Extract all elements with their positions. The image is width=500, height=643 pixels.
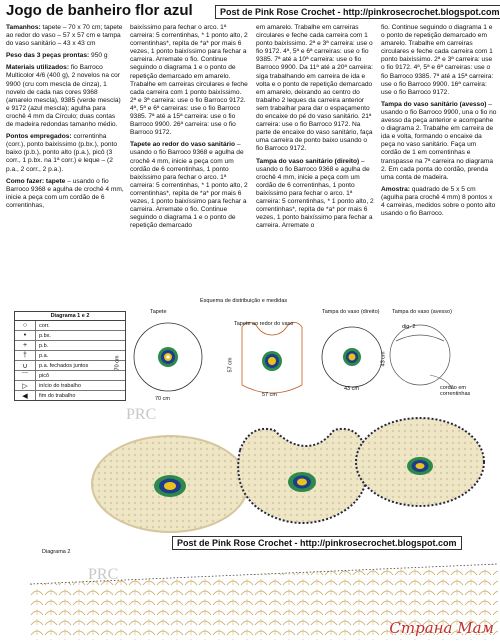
blog-banner-top: Post de Pink Rose Crochet - http://pinkrosecrochet.blogspot.com [215, 5, 500, 19]
prc-mark-top: PRC [126, 406, 157, 423]
tapete-vaso-heading: Tapete ao redor do vaso sanitário [130, 141, 236, 149]
tapete-vaso-center-yellow [268, 357, 276, 365]
schema-title: Esquema de distribuição e medidas [200, 298, 288, 304]
legend-row [15, 351, 125, 361]
rug-motif-yellow [164, 482, 176, 490]
text-column-4 [381, 24, 497, 222]
legend-row [15, 381, 125, 391]
text-column-1 [6, 24, 124, 214]
amostra-text: quadrado de 5 x 5 cm (agulha para crochê 4 mm) 8 pontos x 4 carreiras, medidos sobre o ponto alto usando o fio Barroco. [381, 185, 496, 218]
legend-label: p.b. [39, 342, 49, 349]
label-cordao: cordão em correntinhas [440, 385, 471, 397]
avesso-arc [396, 335, 444, 341]
legend-symbol: ⌒ [15, 371, 36, 380]
legend-row [15, 361, 125, 371]
stitch-legend [14, 311, 126, 401]
legend-symbol: ∪ [15, 361, 36, 370]
label-tampa-avesso: Tampa do vaso (avesso) [392, 309, 452, 315]
tapete-center-core [166, 355, 170, 359]
col3-paragraph: em amarelo. Trabalhe em carreiras circulares e feche cada carreira com 1 ponto baixíssimo. 2ª e 3ª carreira: use o fio 9172. 4ª, 5ª e 6ª carreiras: use o fio 9385. 7ª até a 10ª carreira: use o fio Barroco 9900. Da 11ª até a 20ª carreira: siga trabalhando em carreira de ida e volta e o ponto de repetição demarcado em amarelo, deixando ao centro do trabalho 2 leques da carreira anterior sem trabalhar para dar o espaçamento do encaixe do pé do vaso sanitário. 21ª carreira: use o fio Barroco 9172. Na parte de encaixe do vaso sanitário, faça uma carreira de ponto baixo usando o fio Barroco 9172. [256, 24, 373, 153]
pontos-text: correntinha (corr.), ponto baixíssimo (p.bx.), ponto baixo (p.b.), ponto alto (p.a.), picô (3 corr., 1 p.bx. na 1ª corr.) e leque – (2 p.a., 2 corr., 2 p.a.). [6, 133, 118, 173]
text-column-2 [130, 24, 248, 234]
page-title: Jogo de banheiro flor azul [6, 2, 193, 19]
pontos-heading: Pontos empregados: [6, 133, 72, 141]
tampa-center-yellow [349, 354, 356, 361]
tampa-avesso-heading: Tampa do vaso sanitário (avesso) [381, 100, 487, 108]
como-fazer-text: – usando o fio Barroco 9368 e agulha de crochê 4 mm, inicie a peça com um cordão de 6 correntinhas, [6, 177, 124, 209]
legend-label: início do trabalho [39, 382, 81, 389]
legend-row [15, 331, 125, 341]
dim-57-side: 57 cm [227, 357, 234, 373]
label-tapete-vaso: Tapete ao redor do vaso [234, 321, 294, 327]
tampa-direito-text: – usando o fio Barroco 9368 e agulha de crochê 4 mm, inicie a peça com um cordão de 6 correntinhas, 1 ponto baixíssimo para fechar o arco. 1ª carreira: 5 correntinhas, * 1 ponto alto, 2 correntinhas*, repita de *a* por mais 6 vezes, 1 ponto baixíssimo para fechar a carreira. Arremate o [256, 157, 374, 230]
peso-heading: Peso das 3 peças prontas: [6, 52, 90, 60]
label-dig2: dig. 2 [402, 324, 416, 330]
como-fazer-heading: Como fazer: tapete [6, 177, 66, 185]
dim-43-bottom: 43 cm [344, 386, 359, 392]
legend-label: corr. [39, 322, 50, 329]
tampa-avesso-text: – usando o fio Barroco 9900, una o fio no avesso da peça anterior e acompanhe o diagrama 2. Trabalhe em carreira de ida e volta, formando o encaixe da peça no vaso sanitário. Faça um cordão de 1 em correntinhas e transpasse na 7ª carreira no diagrama 2. Em cada ponta do cordão, prenda uma conta de madeira. [381, 100, 497, 181]
legend-label: p.bx. [39, 332, 51, 339]
tapete-vaso-text: – usando o fio Barroco 9368 e agulha de crochê 4 mm, inicie a peça com um cordão de 6 correntinhas, 1 ponto baixíssimo para fechar o arco. 1ª carreira: 5 correntinhas, * 1 ponto alto, 2 correntinhas*, repita de *a* por mais 6 vezes, 1 ponto baixíssimo para fechar a carreira. Arremate o fio. Continue seguindo o diagrama 1 e o ponto de repetição demarcado [130, 141, 248, 230]
col4-paragraph: fio. Continue seguindo o diagrama 1 e o ponto de repetição demarcado em amarelo. Trabalhe em carreiras circulares e feche cada carreira com 1 ponto baixíssimo. 2ª e 3ª carreira: use o fio 9172. 4ª, 5ª e 6ª carreiras: use o fio Barroco 9385. 7ª até a 15ª carreira: use o fio Barroco 9900. 16ª carreira: use o fio Barroco 9172. [381, 24, 494, 96]
label-tampa-direito: Tampa do vaso (direito) [322, 309, 380, 315]
legend-symbol: ▷ [15, 381, 36, 390]
tampa-direito-heading: Tampa do vaso sanitário (direito) [256, 157, 360, 165]
legend-symbol: ○ [15, 321, 36, 330]
legend-label: p.a. [39, 352, 49, 359]
dim-70-bottom: 70 cm [155, 396, 170, 402]
legend-row [15, 371, 125, 381]
legend-row [15, 391, 125, 400]
dim-70-side: 70 cm [114, 355, 121, 371]
materiais-heading: Materiais utilizados: [6, 64, 70, 72]
tampa-avesso-outline [390, 325, 450, 385]
legend-label: picô [39, 372, 50, 379]
legend-title: Diagrama 1 e 2 [15, 312, 125, 321]
label-tapete: Tapete [150, 309, 167, 315]
legend-symbol: † [15, 351, 36, 360]
diagram2-label: Diagrama 2 [42, 549, 71, 555]
materiais-text: fio Barroco Multicolor 4/6 (400 g), 2 novelos na cor 9900 (cru com mescla de cinza), 1 novelo de cada nas cores 9368 (amarelo mescla), 9385 (verde mescla) e 9172 (azul mescla); agulha para crochê 4 mm da Círculo; duas contas de madeira redondas tamanho médio. [6, 64, 121, 129]
legend-label: p.a. fechados juntos [39, 362, 89, 369]
col2-paragraph: baixíssimo para fechar o arco. 1ª carreira: 5 correntinhas, * 1 ponto alto, 2 correntinhas*, repita de *a* por mais 6 vezes, 1 ponto baixíssimo para fechar a carreira. Arremate o fio. Continue seguindo o diagrama 1 e o ponto de repetição demarcado em amarelo. Trabalhe em carreiras circulares e feche cada carreira com 1 ponto baixíssimo. 2ª e 3ª carreira: use o fio Barroco 9172. 4ª, 5ª e 6ª carreiras: use o fio Barroco 9385. 7ª até a 15ª carreira: use o fio Barroco 9900. 26ª carreira: use o fio Barroco 9172. [130, 24, 248, 137]
prc-mark-bottom: PRC [88, 566, 119, 583]
legend-symbol: • [15, 331, 36, 340]
legend-row [15, 321, 125, 331]
lid-motif-yellow [416, 463, 425, 469]
peso-text: 950 g [91, 52, 108, 60]
legend-symbol: + [15, 341, 36, 350]
site-watermark: Страна Мам [389, 619, 494, 637]
dim-43-side: 43 cm [380, 351, 387, 367]
legend-row [15, 341, 125, 351]
blog-banner-mid: Post de Pink Rose Crochet - http://pinkrosecrochet.blogspot.com [172, 536, 462, 550]
dim-57-bottom: 57 cm [262, 392, 277, 398]
contour-motif-yellow [297, 479, 307, 486]
legend-label: fim do trabalho [39, 392, 76, 399]
finished-pieces-photo [90, 410, 490, 534]
legend-symbol: ◀ [15, 391, 36, 400]
text-column-3 [256, 24, 374, 234]
amostra-heading: Amostra: [381, 185, 410, 193]
tamanhos-text: tapete – 70 x 70 cm; tapete ao redor do vaso – 57 x 57 cm e tampa do vaso sanitário – 43 x 43 cm [6, 24, 123, 48]
tamanhos-heading: Tamanhos: [6, 24, 41, 31]
